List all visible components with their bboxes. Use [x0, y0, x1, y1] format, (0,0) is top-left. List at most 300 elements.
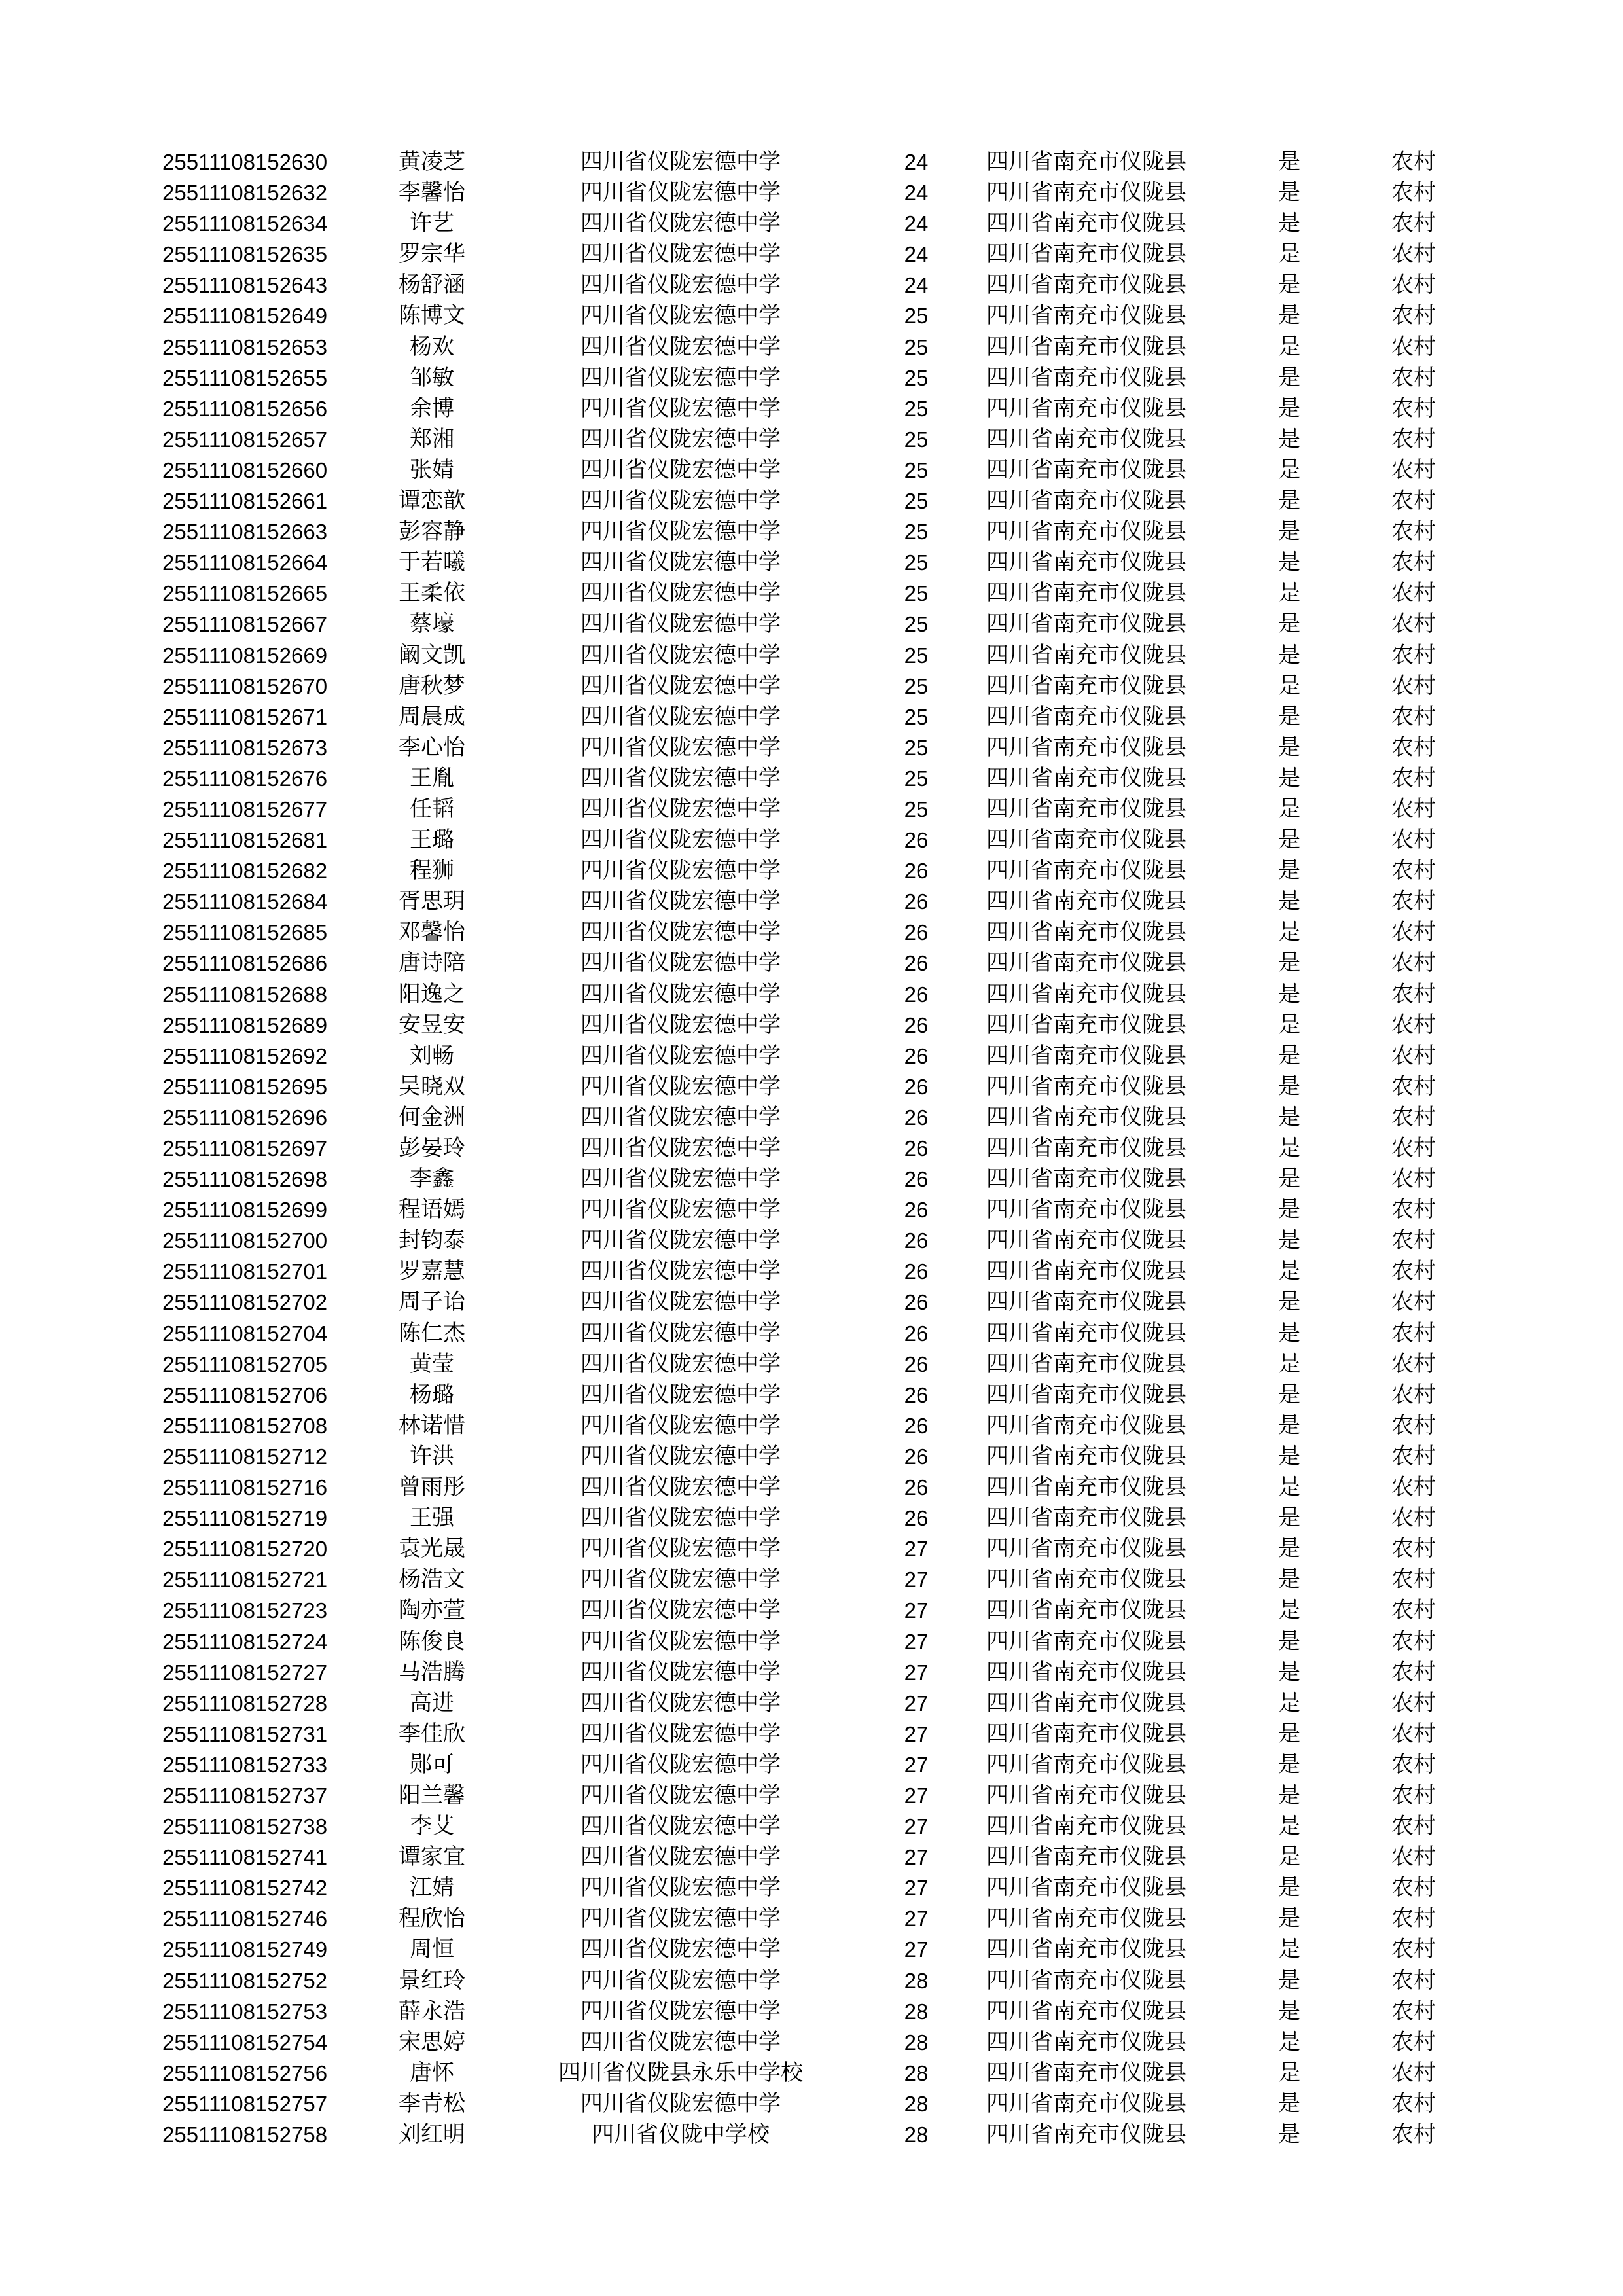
flag-cell: 是	[1278, 672, 1300, 699]
residence-type-cell: 农村	[1391, 1042, 1436, 1069]
score-cell: 25	[904, 735, 929, 760]
region-cell: 四川省南充市仪陇县	[986, 1319, 1186, 1346]
region-cell: 四川省南充市仪陇县	[986, 1905, 1186, 1932]
residence-type-cell: 农村	[1391, 2090, 1436, 2117]
residence-type-cell: 农村	[1391, 1258, 1436, 1285]
region-cell: 四川省南充市仪陇县	[986, 1412, 1186, 1439]
region-cell: 四川省南充市仪陇县	[986, 2090, 1186, 2117]
table-row	[0, 2119, 1623, 2150]
residence-type-cell: 农村	[1391, 364, 1436, 391]
student-name-cell: 曾雨彤	[399, 1474, 465, 1501]
score-cell: 26	[904, 1475, 929, 1500]
table-row	[0, 332, 1623, 363]
region-cell: 四川省南充市仪陇县	[986, 1196, 1186, 1223]
table-row	[0, 1965, 1623, 1996]
region-cell: 四川省南充市仪陇县	[986, 425, 1186, 452]
school-cell: 四川省仪陇宏德中学	[580, 1196, 781, 1223]
student-name-cell: 陶亦萱	[399, 1597, 465, 1624]
region-cell: 四川省南充市仪陇县	[986, 1689, 1186, 1716]
score-cell: 27	[904, 1814, 929, 1839]
residence-type-cell: 农村	[1391, 456, 1436, 483]
student-name-cell: 唐诗陪	[399, 950, 465, 977]
residence-type-cell: 农村	[1391, 703, 1436, 730]
student-name-cell: 李鑫	[410, 1166, 454, 1193]
residence-type-cell: 农村	[1391, 919, 1436, 946]
student-name-cell: 任韬	[410, 795, 454, 822]
flag-cell: 是	[1278, 1227, 1300, 1254]
flag-cell: 是	[1278, 611, 1300, 637]
region-cell: 四川省南充市仪陇县	[986, 1628, 1186, 1655]
region-cell: 四川省南充市仪陇县	[986, 1135, 1186, 1161]
table-row	[0, 640, 1623, 671]
exam-id-cell: 25511108152708	[162, 1413, 328, 1438]
region-cell: 四川省南充市仪陇县	[986, 857, 1186, 884]
flag-cell: 是	[1278, 1135, 1300, 1161]
exam-id-cell: 25511108152669	[162, 643, 328, 668]
student-name-cell: 郑湘	[410, 425, 454, 452]
school-cell: 四川省仪陇宏德中学	[580, 425, 781, 452]
school-cell: 四川省仪陇宏德中学	[580, 1998, 781, 2024]
region-cell: 四川省南充市仪陇县	[986, 1535, 1186, 1562]
residence-type-cell: 农村	[1391, 1998, 1436, 2024]
exam-id-cell: 25511108152677	[162, 797, 328, 821]
student-name-cell: 谭恋歆	[399, 488, 465, 514]
school-cell: 四川省仪陇宏德中学	[580, 919, 781, 946]
table-row	[0, 948, 1623, 978]
region-cell: 四川省南充市仪陇县	[986, 1350, 1186, 1377]
flag-cell: 是	[1278, 272, 1300, 298]
residence-type-cell: 农村	[1391, 888, 1436, 915]
school-cell: 四川省仪陇宏德中学	[580, 1227, 781, 1254]
residence-type-cell: 农村	[1391, 2121, 1436, 2147]
school-cell: 四川省仪陇宏德中学	[580, 1535, 781, 1562]
table-row	[0, 979, 1623, 1010]
region-cell: 四川省南充市仪陇县	[986, 364, 1186, 391]
exam-id-cell: 25511108152635	[162, 242, 328, 267]
score-cell: 26	[904, 1413, 929, 1438]
table-row	[0, 1225, 1623, 1256]
student-name-cell: 邹敏	[410, 364, 454, 391]
flag-cell: 是	[1278, 1443, 1300, 1469]
school-cell: 四川省仪陇宏德中学	[580, 1936, 781, 1963]
flag-cell: 是	[1278, 149, 1300, 175]
residence-type-cell: 农村	[1391, 1874, 1436, 1901]
student-name-cell: 黄凌芝	[399, 149, 465, 175]
exam-id-cell: 25511108152688	[162, 982, 328, 1007]
student-name-cell: 周子诒	[399, 1289, 465, 1316]
score-cell: 26	[904, 1229, 929, 1253]
region-cell: 四川省南充市仪陇县	[986, 488, 1186, 514]
flag-cell: 是	[1278, 1505, 1300, 1532]
student-name-cell: 袁光晟	[399, 1535, 465, 1562]
score-cell: 25	[904, 427, 929, 452]
school-cell: 四川省仪陇宏德中学	[580, 2090, 781, 2117]
region-cell: 四川省南充市仪陇县	[986, 764, 1186, 791]
exam-id-cell: 25511108152754	[162, 2030, 328, 2054]
student-name-cell: 周恒	[410, 1936, 454, 1963]
score-cell: 24	[904, 211, 929, 236]
region-cell: 四川省南充市仪陇县	[986, 1474, 1186, 1501]
region-cell: 四川省南充市仪陇县	[986, 1597, 1186, 1624]
region-cell: 四川省南充市仪陇县	[986, 2121, 1186, 2147]
region-cell: 四川省南充市仪陇县	[986, 1042, 1186, 1069]
residence-type-cell: 农村	[1391, 1289, 1436, 1316]
residence-type-cell: 农村	[1391, 1073, 1436, 1100]
exam-id-cell: 25511108152682	[162, 859, 328, 884]
flag-cell: 是	[1278, 2059, 1300, 2086]
school-cell: 四川省仪陇宏德中学	[580, 333, 781, 360]
exam-id-cell: 25511108152671	[162, 704, 328, 729]
region-cell: 四川省南充市仪陇县	[986, 1659, 1186, 1685]
score-cell: 25	[904, 365, 929, 390]
exam-id-cell: 25511108152702	[162, 1290, 328, 1315]
score-cell: 27	[904, 1537, 929, 1562]
score-cell: 27	[904, 1660, 929, 1685]
school-cell: 四川省仪陇宏德中学	[580, 1659, 781, 1685]
flag-cell: 是	[1278, 641, 1300, 668]
residence-type-cell: 农村	[1391, 1813, 1436, 1840]
score-cell: 25	[904, 520, 929, 545]
region-cell: 四川省南充市仪陇县	[986, 1844, 1186, 1871]
flag-cell: 是	[1278, 1628, 1300, 1655]
flag-cell: 是	[1278, 549, 1300, 576]
region-cell: 四川省南充市仪陇县	[986, 272, 1186, 298]
table-row	[0, 917, 1623, 948]
region-cell: 四川省南充市仪陇县	[986, 703, 1186, 730]
score-cell: 24	[904, 242, 929, 267]
region-cell: 四川省南充市仪陇县	[986, 1505, 1186, 1532]
table-row	[0, 1133, 1623, 1164]
residence-type-cell: 农村	[1391, 1535, 1436, 1562]
region-cell: 四川省南充市仪陇县	[986, 1998, 1186, 2024]
flag-cell: 是	[1278, 857, 1300, 884]
school-cell: 四川省仪陇宏德中学	[580, 1967, 781, 1994]
flag-cell: 是	[1278, 1103, 1300, 1130]
residence-type-cell: 农村	[1391, 672, 1436, 699]
school-cell: 四川省仪陇宏德中学	[580, 1011, 781, 1038]
region-cell: 四川省南充市仪陇县	[986, 149, 1186, 175]
student-name-cell: 王强	[410, 1505, 454, 1532]
residence-type-cell: 农村	[1391, 1227, 1436, 1254]
table-row	[0, 2058, 1623, 2089]
flag-cell: 是	[1278, 1751, 1300, 1778]
student-name-cell: 李艾	[410, 1813, 454, 1840]
flag-cell: 是	[1278, 1042, 1300, 1069]
exam-id-cell: 25511108152728	[162, 1691, 328, 1715]
exam-id-cell: 25511108152705	[162, 1352, 328, 1376]
score-cell: 25	[904, 673, 929, 698]
residence-type-cell: 农村	[1391, 1566, 1436, 1593]
region-cell: 四川省南充市仪陇县	[986, 641, 1186, 668]
exam-id-cell: 25511108152741	[162, 1845, 328, 1870]
school-cell: 四川省仪陇宏德中学	[580, 1505, 781, 1532]
flag-cell: 是	[1278, 395, 1300, 422]
exam-id-cell: 25511108152670	[162, 673, 328, 698]
residence-type-cell: 农村	[1391, 1782, 1436, 1808]
student-name-cell: 吴晓双	[399, 1073, 465, 1100]
exam-id-cell: 25511108152664	[162, 550, 328, 575]
residence-type-cell: 农村	[1391, 1319, 1436, 1346]
student-name-cell: 阳兰馨	[399, 1782, 465, 1808]
table-row	[0, 1780, 1623, 1811]
region-cell: 四川省南充市仪陇县	[986, 1289, 1186, 1316]
residence-type-cell: 农村	[1391, 1474, 1436, 1501]
school-cell: 四川省仪陇宏德中学	[580, 210, 781, 237]
region-cell: 四川省南充市仪陇县	[986, 980, 1186, 1007]
flag-cell: 是	[1278, 827, 1300, 853]
score-cell: 28	[904, 2060, 929, 2085]
exam-id-cell: 25511108152706	[162, 1382, 328, 1407]
flag-cell: 是	[1278, 456, 1300, 483]
school-cell: 四川省仪陇宏德中学	[580, 1412, 781, 1439]
flag-cell: 是	[1278, 1073, 1300, 1100]
score-cell: 27	[904, 1568, 929, 1592]
student-name-cell: 陈俊良	[399, 1628, 465, 1655]
school-cell: 四川省仪陇宏德中学	[580, 734, 781, 761]
score-cell: 26	[904, 1074, 929, 1099]
region-cell: 四川省南充市仪陇县	[986, 795, 1186, 822]
table-row	[0, 239, 1623, 270]
flag-cell: 是	[1278, 1659, 1300, 1685]
school-cell: 四川省仪陇宏德中学	[580, 703, 781, 730]
residence-type-cell: 农村	[1391, 1350, 1436, 1377]
score-cell: 26	[904, 1290, 929, 1315]
school-cell: 四川省仪陇宏德中学	[580, 1289, 781, 1316]
school-cell: 四川省仪陇宏德中学	[580, 580, 781, 607]
student-name-cell: 王柔依	[399, 580, 465, 607]
residence-type-cell: 农村	[1391, 1196, 1436, 1223]
exam-id-cell: 25511108152697	[162, 1136, 328, 1160]
score-cell: 25	[904, 612, 929, 637]
student-name-cell: 封钧泰	[399, 1227, 465, 1254]
exam-id-cell: 25511108152655	[162, 365, 328, 390]
residence-type-cell: 农村	[1391, 1967, 1436, 1994]
score-cell: 27	[904, 1783, 929, 1808]
school-cell: 四川省仪陇宏德中学	[580, 302, 781, 329]
flag-cell: 是	[1278, 241, 1300, 268]
exam-id-cell: 25511108152665	[162, 581, 328, 606]
residence-type-cell: 农村	[1391, 1628, 1436, 1655]
score-cell: 27	[904, 1721, 929, 1746]
flag-cell: 是	[1278, 1936, 1300, 1963]
residence-type-cell: 农村	[1391, 795, 1436, 822]
school-cell: 四川省仪陇宏德中学	[580, 518, 781, 545]
flag-cell: 是	[1278, 1844, 1300, 1871]
exam-id-cell: 25511108152758	[162, 2123, 328, 2147]
score-cell: 25	[904, 457, 929, 482]
student-name-cell: 于若曦	[399, 549, 465, 576]
score-cell: 26	[904, 859, 929, 884]
student-name-cell: 胥思玥	[399, 888, 465, 915]
table-row	[0, 1410, 1623, 1441]
score-cell: 28	[904, 2123, 929, 2147]
exam-id-cell: 25511108152686	[162, 951, 328, 976]
score-cell: 26	[904, 1321, 929, 1346]
score-cell: 25	[904, 797, 929, 821]
school-cell: 四川省仪陇县永乐中学校	[558, 2059, 803, 2086]
exam-id-cell: 25511108152752	[162, 1968, 328, 1993]
region-cell: 四川省南充市仪陇县	[986, 2059, 1186, 2086]
school-cell: 四川省仪陇宏德中学	[580, 950, 781, 977]
table-row	[0, 1102, 1623, 1133]
score-cell: 25	[904, 304, 929, 329]
residence-type-cell: 农村	[1391, 827, 1436, 853]
table-row	[0, 671, 1623, 702]
exam-id-cell: 25511108152681	[162, 828, 328, 853]
residence-type-cell: 农村	[1391, 1443, 1436, 1469]
student-name-cell: 何金洲	[399, 1103, 465, 1130]
exam-id-cell: 25511108152661	[162, 489, 328, 514]
student-name-cell: 黄莹	[410, 1350, 454, 1377]
school-cell: 四川省仪陇宏德中学	[580, 1844, 781, 1871]
table-row	[0, 1595, 1623, 1626]
student-name-cell: 阚文凯	[399, 641, 465, 668]
student-name-cell: 程语嫣	[399, 1196, 465, 1223]
exam-id-cell: 25511108152700	[162, 1229, 328, 1253]
school-cell: 四川省仪陇宏德中学	[580, 456, 781, 483]
exam-id-cell: 25511108152721	[162, 1568, 328, 1592]
table-row	[0, 177, 1623, 208]
school-cell: 四川省仪陇宏德中学	[580, 1073, 781, 1100]
residence-type-cell: 农村	[1391, 1720, 1436, 1747]
school-cell: 四川省仪陇宏德中学	[580, 364, 781, 391]
region-cell: 四川省南充市仪陇县	[986, 456, 1186, 483]
school-cell: 四川省仪陇宏德中学	[580, 1782, 781, 1808]
flag-cell: 是	[1278, 980, 1300, 1007]
flag-cell: 是	[1278, 764, 1300, 791]
flag-cell: 是	[1278, 1535, 1300, 1562]
table-row	[0, 1441, 1623, 1472]
table-row	[0, 1934, 1623, 1965]
score-cell: 25	[904, 396, 929, 421]
table-row	[0, 794, 1623, 825]
region-cell: 四川省南充市仪陇县	[986, 210, 1186, 237]
region-cell: 四川省南充市仪陇县	[986, 827, 1186, 853]
school-cell: 四川省仪陇宏德中学	[580, 1319, 781, 1346]
student-name-cell: 王胤	[410, 764, 454, 791]
flag-cell: 是	[1278, 950, 1300, 977]
residence-type-cell: 农村	[1391, 980, 1436, 1007]
student-name-cell: 刘红明	[399, 2121, 465, 2147]
table-row	[0, 1349, 1623, 1380]
residence-type-cell: 农村	[1391, 734, 1436, 761]
student-name-cell: 马浩腾	[399, 1659, 465, 1685]
exam-id-cell: 25511108152699	[162, 1198, 328, 1223]
exam-id-cell: 25511108152753	[162, 1999, 328, 2024]
region-cell: 四川省南充市仪陇县	[986, 518, 1186, 545]
flag-cell: 是	[1278, 425, 1300, 452]
school-cell: 四川省仪陇宏德中学	[580, 611, 781, 637]
residence-type-cell: 农村	[1391, 950, 1436, 977]
flag-cell: 是	[1278, 179, 1300, 206]
residence-type-cell: 农村	[1391, 2028, 1436, 2055]
flag-cell: 是	[1278, 1166, 1300, 1193]
student-name-cell: 郧可	[410, 1751, 454, 1778]
student-name-cell: 陈仁杰	[399, 1319, 465, 1346]
region-cell: 四川省南充市仪陇县	[986, 1103, 1186, 1130]
student-name-cell: 安昱安	[399, 1011, 465, 1038]
flag-cell: 是	[1278, 1905, 1300, 1932]
student-name-cell: 江婧	[410, 1874, 454, 1901]
residence-type-cell: 农村	[1391, 611, 1436, 637]
residence-type-cell: 农村	[1391, 488, 1436, 514]
flag-cell: 是	[1278, 1319, 1300, 1346]
table-row	[0, 1811, 1623, 1842]
table-row	[0, 455, 1623, 486]
table-row	[0, 1041, 1623, 1071]
score-cell: 26	[904, 1167, 929, 1192]
exam-id-cell: 25511108152731	[162, 1721, 328, 1746]
exam-id-cell: 25511108152757	[162, 2091, 328, 2116]
table-row	[0, 1903, 1623, 1934]
flag-cell: 是	[1278, 1967, 1300, 1994]
school-cell: 四川省仪陇宏德中学	[580, 1258, 781, 1285]
residence-type-cell: 农村	[1391, 2059, 1436, 2086]
table-row	[0, 2027, 1623, 2058]
score-cell: 27	[904, 1691, 929, 1715]
residence-type-cell: 农村	[1391, 1011, 1436, 1038]
region-cell: 四川省南充市仪陇县	[986, 1720, 1186, 1747]
exam-id-cell: 25511108152676	[162, 766, 328, 791]
score-cell: 24	[904, 181, 929, 206]
score-cell: 25	[904, 489, 929, 514]
score-cell: 25	[904, 643, 929, 668]
residence-type-cell: 农村	[1391, 1844, 1436, 1871]
exam-id-cell: 25511108152689	[162, 1013, 328, 1037]
score-cell: 26	[904, 1259, 929, 1284]
student-name-cell: 杨璐	[410, 1381, 454, 1408]
score-cell: 25	[904, 550, 929, 575]
residence-type-cell: 农村	[1391, 1166, 1436, 1193]
score-cell: 26	[904, 889, 929, 914]
region-cell: 四川省南充市仪陇县	[986, 2028, 1186, 2055]
exam-id-cell: 25511108152749	[162, 1937, 328, 1962]
region-cell: 四川省南充市仪陇县	[986, 1227, 1186, 1254]
school-cell: 四川省仪陇宏德中学	[580, 827, 781, 853]
region-cell: 四川省南充市仪陇县	[986, 1936, 1186, 1963]
region-cell: 四川省南充市仪陇县	[986, 950, 1186, 977]
exam-id-cell: 25511108152643	[162, 273, 328, 298]
residence-type-cell: 农村	[1391, 1751, 1436, 1778]
flag-cell: 是	[1278, 1782, 1300, 1808]
exam-id-cell: 25511108152727	[162, 1660, 328, 1685]
student-name-cell: 谭家宜	[399, 1844, 465, 1871]
exam-id-cell: 25511108152630	[162, 150, 328, 174]
table-row	[0, 1318, 1623, 1349]
region-cell: 四川省南充市仪陇县	[986, 333, 1186, 360]
school-cell: 四川省仪陇宏德中学	[580, 1350, 781, 1377]
student-name-cell: 陈博文	[399, 302, 465, 329]
table-row	[0, 1842, 1623, 1873]
student-name-cell: 彭晏玲	[399, 1135, 465, 1161]
exam-id-cell: 25511108152685	[162, 920, 328, 945]
table-row	[0, 1256, 1623, 1287]
flag-cell: 是	[1278, 1474, 1300, 1501]
student-name-cell: 蔡壕	[410, 611, 454, 637]
school-cell: 四川省仪陇宏德中学	[580, 1103, 781, 1130]
region-cell: 四川省南充市仪陇县	[986, 1874, 1186, 1901]
school-cell: 四川省仪陇宏德中学	[580, 764, 781, 791]
table-row	[0, 1873, 1623, 1903]
region-cell: 四川省南充市仪陇县	[986, 395, 1186, 422]
school-cell: 四川省仪陇宏德中学	[580, 980, 781, 1007]
flag-cell: 是	[1278, 1689, 1300, 1716]
table-row	[0, 763, 1623, 794]
school-cell: 四川省仪陇宏德中学	[580, 857, 781, 884]
residence-type-cell: 农村	[1391, 1381, 1436, 1408]
exam-id-cell: 25511108152701	[162, 1259, 328, 1284]
flag-cell: 是	[1278, 1289, 1300, 1316]
